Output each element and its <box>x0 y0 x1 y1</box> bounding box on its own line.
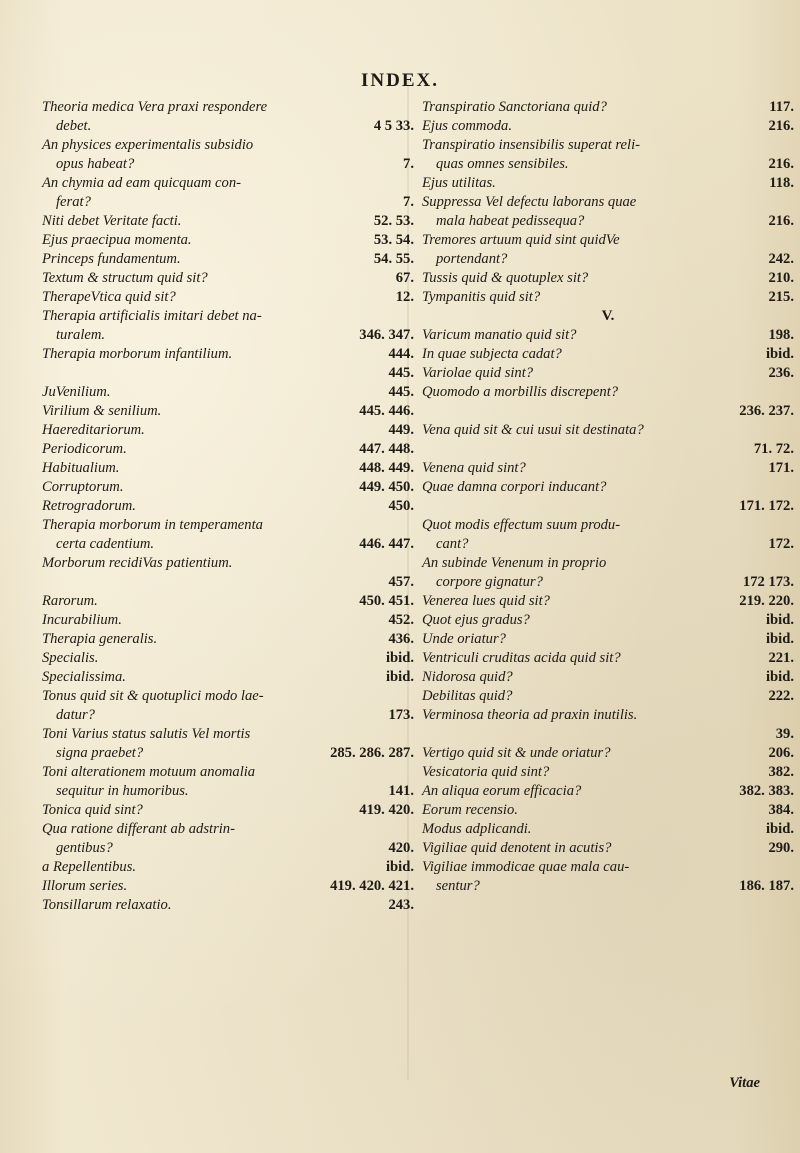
index-entry <box>42 212 414 231</box>
index-entry <box>42 402 414 421</box>
entry-pages: ibid. <box>766 346 794 362</box>
index-entry <box>42 554 414 573</box>
entry-pages: 215. <box>768 289 794 305</box>
index-entry <box>42 725 414 763</box>
entry-pages: 206. <box>768 745 794 761</box>
entry-text: An subinde Venenum in proprio <box>422 555 607 571</box>
index-entry <box>422 801 794 820</box>
entry-pages: 449. <box>388 422 414 438</box>
entry-text: Incurabilium. <box>42 612 122 628</box>
entry-text: Specialis. <box>42 650 99 666</box>
index-entry <box>422 193 794 231</box>
index-entry <box>422 478 794 497</box>
entry-text: Ejus utilitas. <box>422 175 496 191</box>
index-entry <box>42 459 414 478</box>
index-entry <box>42 592 414 611</box>
entry-text: Niti debet Veritate facti. <box>42 213 182 229</box>
entry-pages: 290. <box>768 840 794 856</box>
entry-text: In quae subjecta cadat? <box>422 346 562 362</box>
entry-pages: 382. <box>768 764 794 780</box>
entry-pages: ibid. <box>386 669 414 685</box>
entry-pages: 219. 220. <box>739 593 794 609</box>
entry-pages: 54. 55. <box>373 251 414 267</box>
index-entry <box>42 307 414 345</box>
entry-pages: 420. <box>388 840 414 856</box>
right-column <box>422 98 794 896</box>
index-entry <box>422 706 794 725</box>
entry-text: Tonsillarum relaxatio. <box>42 897 172 913</box>
entry-text: An chymia ad eam quicquam con- <box>42 175 241 191</box>
entry-pages: 444. <box>388 346 414 362</box>
index-entry <box>422 174 794 193</box>
index-entry <box>422 630 794 649</box>
entry-pages: 446. 447. <box>359 536 414 552</box>
index-entry <box>422 345 794 364</box>
entry-pages: 117. <box>769 99 794 115</box>
entry-text: signa praebet? <box>56 745 144 761</box>
entry-pages: ibid. <box>766 631 794 647</box>
index-entry <box>42 98 414 136</box>
entry-text: Venerea lues quid sit? <box>422 593 550 609</box>
index-entry <box>42 478 414 497</box>
index-entry <box>422 763 794 782</box>
entry-pages: 216. <box>768 213 794 229</box>
index-entry <box>422 858 794 896</box>
entry-pages: ibid. <box>766 669 794 685</box>
entry-text: Ejus commoda. <box>422 118 512 134</box>
entry-text: Unde oriatur? <box>422 631 506 647</box>
entry-text: ferat? <box>56 194 91 210</box>
index-entry <box>422 136 794 174</box>
entry-text: Quot ejus gradus? <box>422 612 530 628</box>
index-entry <box>422 117 794 136</box>
entry-text: mala habeat pedissequa? <box>436 213 585 229</box>
index-entry <box>422 231 794 269</box>
entry-pages: ibid. <box>766 821 794 837</box>
entry-pages: 216. <box>768 118 794 134</box>
entry-text: Transpiratio insensibilis superat reli- <box>422 137 640 153</box>
entry-text: Nidorosa quid? <box>422 669 513 685</box>
page-numbers-continued: 236. 237. <box>739 403 794 419</box>
entry-text: Ejus praecipua momenta. <box>42 232 192 248</box>
index-entry <box>42 858 414 877</box>
entry-pages: 382. 383. <box>739 783 794 799</box>
entry-text: Tremores artuum quid sint quidVe <box>422 232 620 248</box>
entry-pages: 53. 54. <box>373 232 414 248</box>
entry-pages: 445. <box>388 384 414 400</box>
entry-pages: 198. <box>768 327 794 343</box>
entry-pages: 67. <box>395 270 414 286</box>
entry-pages: 449. 450. <box>359 479 414 495</box>
index-entry <box>422 649 794 668</box>
index-entry <box>422 668 794 687</box>
index-entry <box>42 649 414 668</box>
index-entry <box>42 896 414 915</box>
entry-text: Periodicorum. <box>42 441 127 457</box>
entry-pages: ibid. <box>766 612 794 628</box>
catchword: Vitae <box>729 1075 760 1091</box>
entry-text: Toni alterationem motuum anomalia <box>42 764 256 780</box>
entry-pages: 118. <box>769 175 794 191</box>
index-entry <box>42 421 414 440</box>
index-entry <box>42 440 414 459</box>
entry-pages: 285. 286. 287. <box>330 745 414 761</box>
entry-text: Vesicatoria quid sint? <box>422 764 550 780</box>
entry-text: certa cadentium. <box>56 536 155 552</box>
index-entry <box>42 877 414 896</box>
entry-text: Quae damna corpori inducant? <box>422 479 607 495</box>
entry-text: Tonus quid sit & quotuplici modo lae- <box>42 688 264 704</box>
entry-pages: 52. 53. <box>373 213 414 229</box>
entry-text: Therapia morborum infantilium. <box>42 346 233 362</box>
entry-text: Vigiliae quid denotent in acutis? <box>422 840 612 856</box>
entry-text: Ventriculi cruditas acida quid sit? <box>422 650 621 666</box>
index-entry <box>42 497 414 516</box>
entry-text: An physices experimentalis subsidio <box>42 137 254 153</box>
index-entry <box>42 516 414 554</box>
entry-text: Quot modis effectum suum produ- <box>422 517 621 533</box>
entry-pages: 450. <box>388 498 414 514</box>
entry-text: Quomodo a morbillis discrepent? <box>422 384 619 400</box>
entry-pages: 447. 448. <box>359 441 414 457</box>
entry-pages: ibid. <box>386 859 414 875</box>
entry-text: cant? <box>436 536 469 552</box>
index-entry <box>42 611 414 630</box>
entry-pages: 243. <box>388 897 414 913</box>
entry-text: debet. <box>56 118 92 134</box>
entry-text: Varicum manatio quid sit? <box>422 327 577 343</box>
index-entry <box>42 250 414 269</box>
entry-pages: 172 173. <box>742 574 794 590</box>
index-entry <box>42 763 414 801</box>
entry-text: Corruptorum. <box>42 479 124 495</box>
page-numbers-continued: 171. 172. <box>739 498 794 514</box>
entry-pages: ibid. <box>386 650 414 666</box>
entry-pages: 141. <box>388 783 414 799</box>
entry-text: Tonica quid sint? <box>42 802 143 818</box>
index-entry <box>42 136 414 174</box>
entry-text: Tympanitis quid sit? <box>422 289 541 305</box>
entry-text: Habitualium. <box>42 460 120 476</box>
entry-text: JuVenilium. <box>42 384 111 400</box>
entry-pages: 210. <box>768 270 794 286</box>
entry-text: Tussis quid & quotuplex sit? <box>422 270 589 286</box>
entry-text: Variolae quid sint? <box>422 365 534 381</box>
entry-text: Suppressa Vel defectu laborans quae <box>422 194 637 210</box>
index-entry <box>422 383 794 402</box>
entry-text: Theoria medica Vera praxi respondere <box>42 99 268 115</box>
entry-pages: 384. <box>768 802 794 818</box>
entry-pages: 448. 449. <box>359 460 414 476</box>
entry-text: sentur? <box>436 878 480 894</box>
entry-text: gentibus? <box>56 840 113 856</box>
entry-text: turalem. <box>56 327 106 343</box>
entry-text: Specialissima. <box>42 669 126 685</box>
entry-text: Verminosa theoria ad praxin inutilis. <box>422 707 638 723</box>
page-numbers-continued: 71. 72. <box>753 441 794 457</box>
entry-pages: 221. <box>768 650 794 666</box>
index-entry <box>422 421 794 440</box>
entry-pages: 171. <box>768 460 794 476</box>
index-entry <box>42 820 414 858</box>
entry-pages: 186. 187. <box>739 878 794 894</box>
left-column <box>42 98 414 915</box>
entry-text: Therapia morborum in temperamenta <box>42 517 263 533</box>
index-entry <box>422 744 794 763</box>
entry-text: sequitur in humoribus. <box>56 783 189 799</box>
entry-pages: 222. <box>768 688 794 704</box>
index-entry <box>42 345 414 364</box>
entry-text: Virilium & senilium. <box>42 403 162 419</box>
index-entry <box>42 687 414 725</box>
entry-pages: 236. <box>768 365 794 381</box>
entry-pages: 346. 347. <box>359 327 414 343</box>
index-entry <box>422 687 794 706</box>
entry-pages: 242. <box>768 251 794 267</box>
entry-text: Modus adplicandi. <box>422 821 532 837</box>
index-entry <box>422 98 794 117</box>
entry-text: Therapia generalis. <box>42 631 158 647</box>
entry-text: Qua ratione differant ab adstrin- <box>42 821 235 837</box>
entry-text: corpore gignatur? <box>436 574 543 590</box>
entry-text: Morborum recidiVas patientium. <box>42 555 233 571</box>
index-entry <box>422 269 794 288</box>
entry-pages: 172. <box>768 536 794 552</box>
entry-text: portendant? <box>436 251 508 267</box>
index-entry <box>42 269 414 288</box>
entry-pages: 419. 420. <box>359 802 414 818</box>
entry-text: An aliqua eorum efficacia? <box>422 783 582 799</box>
entry-text: a Repellentibus. <box>42 859 137 875</box>
entry-text: Haereditariorum. <box>42 422 145 438</box>
entry-text: datur? <box>56 707 95 723</box>
index-entry <box>42 231 414 250</box>
index-entry <box>42 630 414 649</box>
entry-text: Textum & structum quid sit? <box>42 270 208 286</box>
entry-pages: 7. <box>403 194 414 210</box>
entry-text: Retrogradorum. <box>42 498 136 514</box>
index-entry <box>42 288 414 307</box>
entry-text: Vigiliae immodicae quae mala cau- <box>422 859 630 875</box>
entry-text: opus habeat? <box>56 156 135 172</box>
page-header: INDEX. <box>361 70 439 91</box>
entry-pages: 445. 446. <box>359 403 414 419</box>
index-entry <box>42 801 414 820</box>
entry-pages: 436. <box>388 631 414 647</box>
index-entry <box>422 459 794 478</box>
page-numbers-continued: 457. <box>388 574 414 590</box>
entry-pages: 173. <box>388 707 414 723</box>
entry-text: Therapia artificialis imitari debet na- <box>42 308 262 324</box>
entry-pages: 452. <box>388 612 414 628</box>
entry-text: Vena quid sit & cui usui sit destinata? <box>422 422 644 438</box>
index-entry <box>42 383 414 402</box>
entry-text: Eorum recensio. <box>422 802 518 818</box>
index-entry <box>422 782 794 801</box>
entry-text: Transpiratio Sanctoriana quid? <box>422 99 607 115</box>
entry-text: quas omnes sensibiles. <box>436 156 569 172</box>
entry-text: Vertigo quid sit & unde oriatur? <box>422 745 611 761</box>
entry-pages: 12. <box>395 289 414 305</box>
index-entry <box>422 839 794 858</box>
index-entry <box>422 611 794 630</box>
entry-pages: 4 5 33. <box>373 118 414 134</box>
index-entry <box>42 668 414 687</box>
entry-text: Princeps fundamentum. <box>42 251 181 267</box>
index-entry <box>42 174 414 212</box>
index-entry <box>422 326 794 345</box>
page-numbers-continued: 445. <box>388 365 414 381</box>
index-entry <box>422 592 794 611</box>
entry-text: Illorum series. <box>42 878 128 894</box>
entry-text: Venena quid sint? <box>422 460 526 476</box>
entry-pages: 419. 420. 421. <box>330 878 414 894</box>
index-entry <box>422 288 794 307</box>
entry-pages: 450. 451. <box>359 593 414 609</box>
index-entry <box>422 516 794 554</box>
entry-text: Toni Varius status salutis Vel mortis <box>42 726 251 742</box>
entry-text: TherapeVtica quid sit? <box>42 289 176 305</box>
entry-text: Rarorum. <box>42 593 98 609</box>
index-entry <box>422 364 794 383</box>
page-numbers-continued: 39. <box>775 726 794 742</box>
entry-pages: 7. <box>403 156 414 172</box>
section-letter: V. <box>601 308 615 324</box>
index-entry <box>422 554 794 592</box>
entry-text: Debilitas quid? <box>422 688 513 704</box>
entry-pages: 216. <box>768 156 794 172</box>
index-entry <box>422 820 794 839</box>
